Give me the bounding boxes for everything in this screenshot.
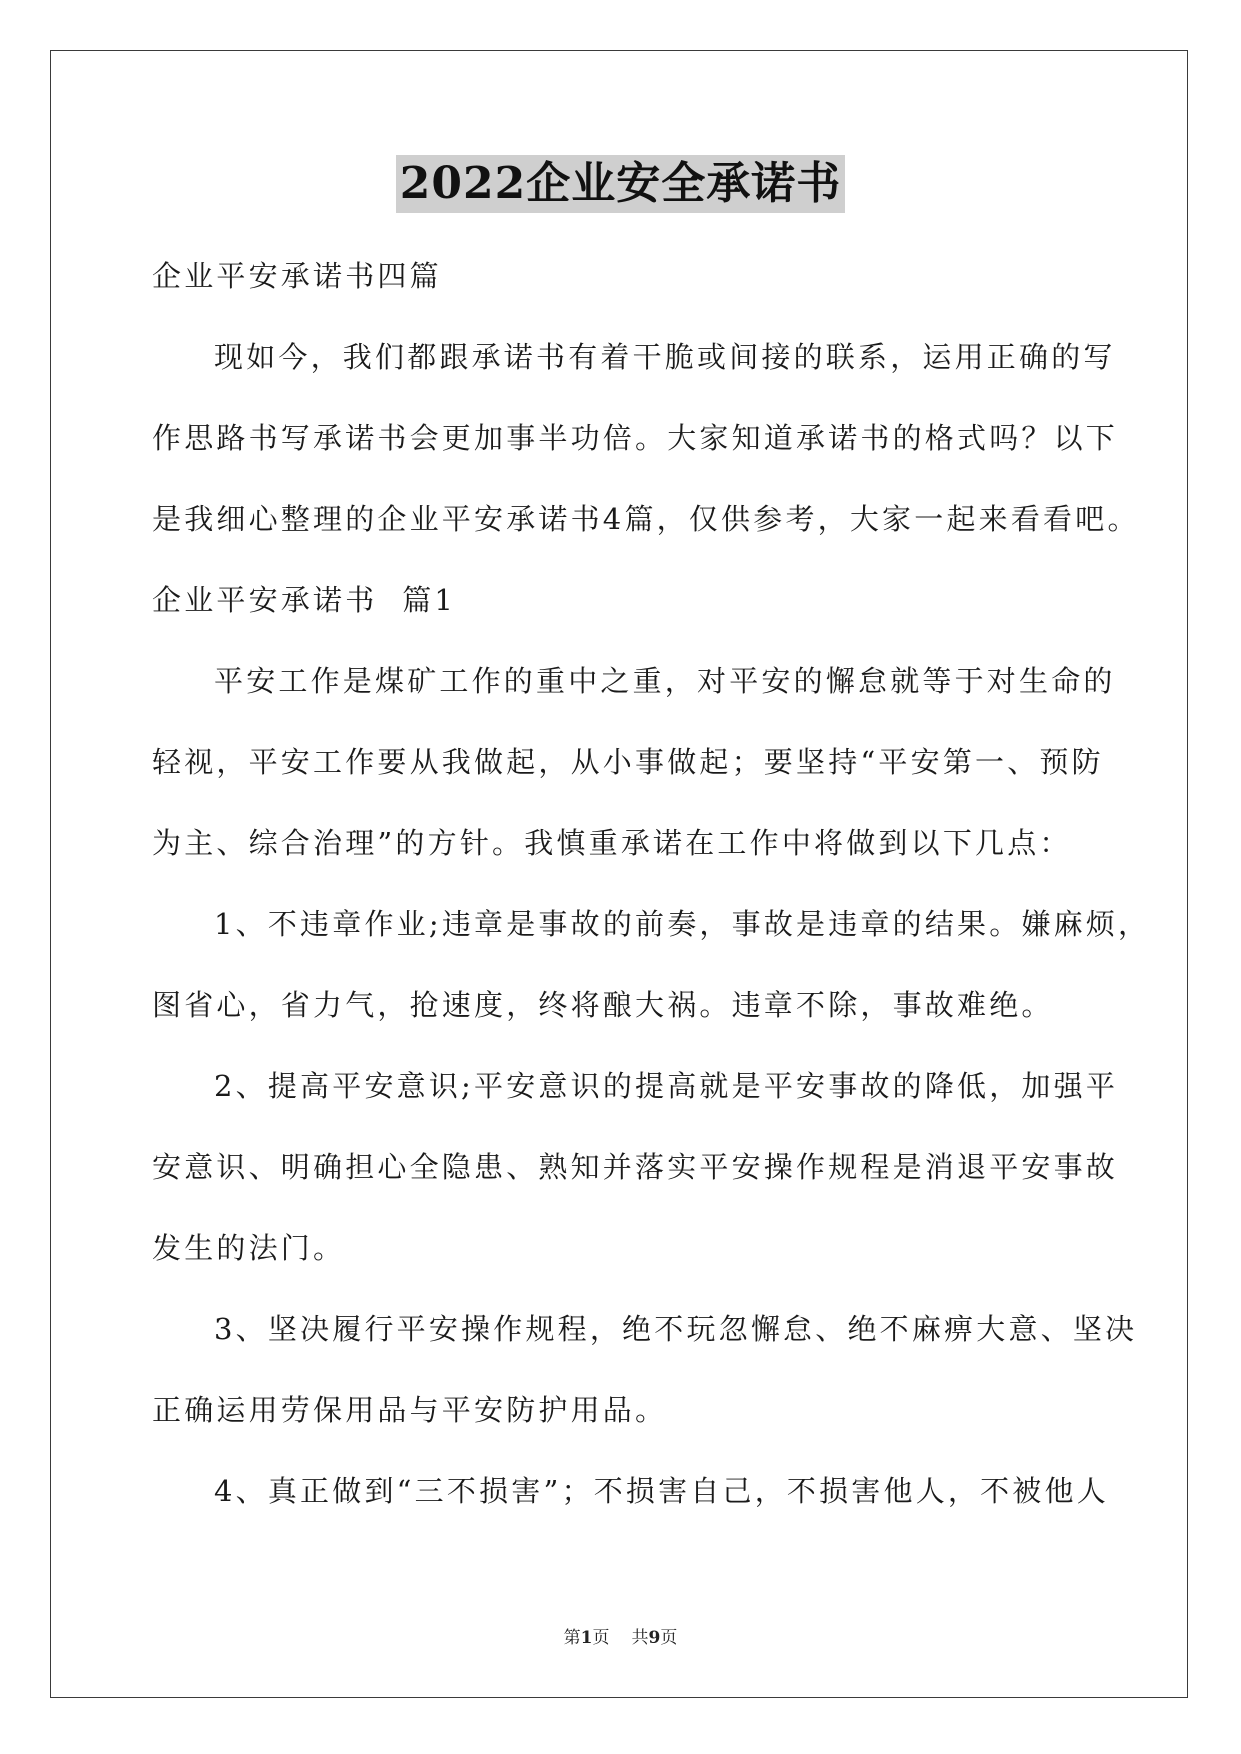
section-heading: 企业平安承诺书 篇1 — [152, 583, 457, 617]
paragraph-line: 作思路书写承诺书会更加事半功倍。大家知道承诺书的格式吗？以下 — [152, 421, 1119, 455]
page-number: 1 — [580, 1628, 593, 1648]
paragraph-line: 3、坚决履行平安操作规程，绝不玩忽懈怠、绝不麻痹大意、坚决 — [214, 1312, 1138, 1346]
paragraph-line: 轻视，平安工作要从我做起，从小事做起；要坚持“平安第一、预防 — [152, 745, 1104, 779]
document-body — [152, 236, 1151, 1532]
paragraph-line: 为主、综合治理”的方针。我慎重承诺在工作中将做到以下几点： — [152, 826, 1072, 860]
page-prefix: 第 — [563, 1628, 581, 1648]
total-prefix: 共 — [631, 1628, 649, 1648]
paragraph-line: 安意识、明确担心全隐患、熟知并落实平安操作规程是消退平安事故 — [152, 1150, 1119, 1184]
paragraph-line: 4、真正做到“三不损害”；不损害自己，不损害他人，不被他人 — [214, 1474, 1109, 1508]
paragraph-line: 2、提高平安意识;平安意识的提高就是平安事故的降低，加强平 — [214, 1069, 1119, 1103]
paragraph-line: 图省心，省力气，抢速度，终将酿大祸。违章不除，事故难绝。 — [152, 988, 1054, 1022]
page-suffix: 页 — [592, 1628, 610, 1648]
page-total: 9 — [648, 1628, 661, 1648]
paragraph-line: 平安工作是煤矿工作的重中之重，对平安的懈怠就等于对生命的 — [214, 664, 1116, 698]
title-container — [0, 155, 1241, 213]
paragraph-line: 现如今，我们都跟承诺书有着干脆或间接的联系，运用正确的写 — [214, 340, 1116, 374]
page-footer — [0, 1623, 1241, 1648]
paragraph-line: 正确运用劳保用品与平安防护用品。 — [152, 1393, 668, 1427]
paragraph-line: 发生的法门。 — [152, 1231, 346, 1265]
total-suffix: 页 — [660, 1628, 678, 1648]
section-heading: 企业平安承诺书四篇 — [152, 259, 442, 293]
document-title: 2022企业安全承诺书 — [396, 155, 845, 213]
paragraph-line: 是我细心整理的企业平安承诺书4篇，仅供参考，大家一起来看看吧。 — [152, 502, 1140, 536]
paragraph-line: 1、不违章作业;违章是事故的前奏，事故是违章的结果。嫌麻烦， — [214, 907, 1151, 941]
